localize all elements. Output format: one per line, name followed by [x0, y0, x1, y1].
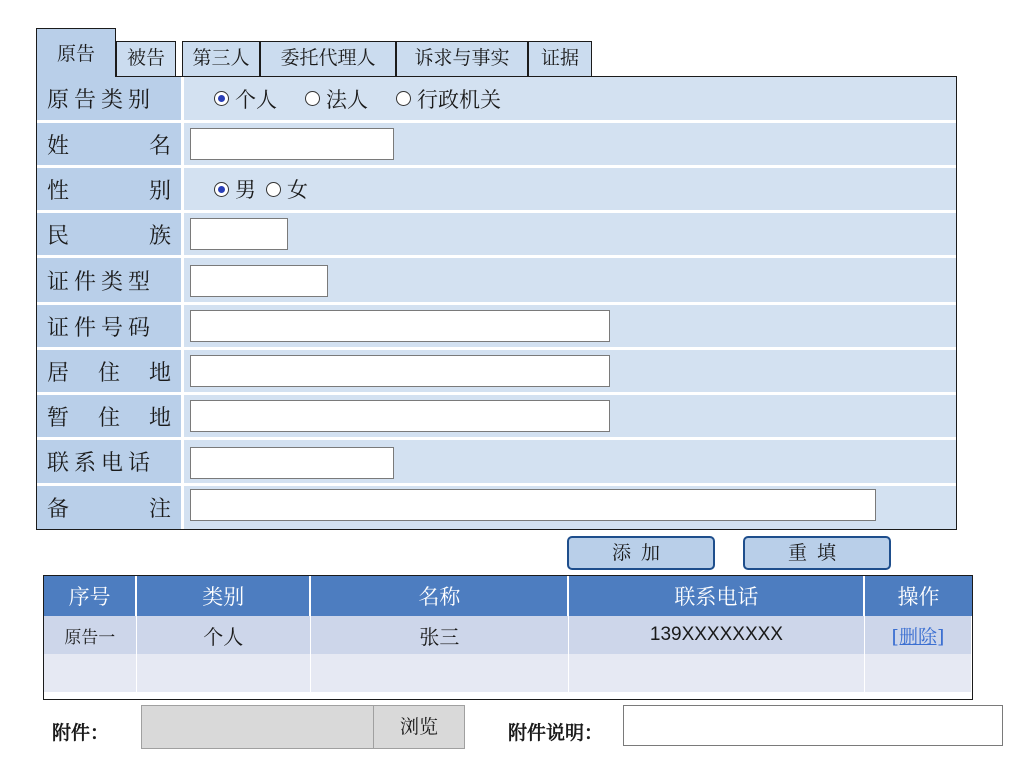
tab-evidence[interactable]: 证据 — [528, 41, 592, 76]
gender-radios — [214, 168, 336, 210]
attachment-label: 附件： — [52, 722, 110, 744]
row-ethnicity — [37, 213, 956, 255]
empty-cell — [136, 654, 310, 692]
add-button[interactable]: 添加 — [567, 536, 715, 570]
residence-label — [37, 350, 181, 392]
radio-legal-person[interactable] — [305, 84, 368, 114]
remark-label-a: 备 — [47, 497, 70, 522]
radio-individual[interactable] — [214, 84, 277, 114]
empty-cell — [568, 654, 864, 692]
col-header-name: 名称 — [310, 576, 568, 616]
radio-label-male: 男 — [235, 178, 256, 202]
temp-residence-label-a: 暂 — [47, 405, 70, 431]
attachment-desc-label: 附件说明： — [508, 722, 604, 744]
remark-label — [37, 486, 181, 529]
attachment-desc-input[interactable] — [623, 705, 1003, 746]
name-label-a: 姓 — [47, 133, 70, 159]
cell-name: 张三 — [310, 616, 568, 654]
residence-label-b: 住 — [97, 360, 120, 386]
col-header-phone: 联系电话 — [568, 576, 864, 616]
temp-residence-label — [37, 395, 181, 437]
id-number-label: 证件号码 — [37, 305, 181, 347]
gender-label — [37, 168, 181, 210]
gender-cell — [184, 168, 956, 210]
row-residence — [37, 350, 956, 392]
row-phone — [37, 440, 956, 483]
residence-label-a: 居 — [47, 360, 70, 386]
cell-type: 个人 — [136, 616, 310, 654]
row-remark — [37, 486, 956, 529]
gender-label-a: 性 — [47, 178, 70, 204]
row-id-type — [37, 258, 956, 302]
name-cell — [184, 123, 956, 165]
browse-button[interactable]: 浏览 — [373, 705, 465, 749]
radio-dot — [266, 182, 281, 197]
tab-plaintiff[interactable]: 原告 — [36, 28, 116, 77]
tab-claims-facts[interactable]: 诉求与事实 — [396, 41, 528, 76]
table-row — [44, 616, 972, 654]
plaintiff-form — [36, 76, 957, 530]
cell-index: 原告一 — [44, 616, 136, 654]
ethnicity-input[interactable] — [190, 218, 288, 250]
row-temp-residence — [37, 395, 956, 437]
residence-label-c: 地 — [148, 360, 171, 386]
tab-agent[interactable]: 委托代理人 — [260, 41, 396, 76]
delete-link[interactable]: [删除] — [891, 625, 945, 648]
radio-dot — [396, 91, 411, 106]
temp-residence-input[interactable] — [190, 400, 610, 432]
row-id-number — [37, 305, 956, 347]
ethnicity-label — [37, 213, 181, 255]
row-name — [37, 123, 956, 165]
gender-label-b: 别 — [148, 178, 171, 204]
radio-dot — [305, 91, 320, 106]
residence-cell — [184, 350, 956, 392]
temp-residence-label-b: 住 — [97, 405, 120, 431]
temp-residence-label-c: 地 — [148, 405, 171, 431]
attachment-path-field[interactable] — [141, 705, 374, 749]
radio-label-female: 女 — [287, 178, 308, 202]
name-label — [37, 123, 181, 165]
phone-input[interactable] — [190, 447, 394, 479]
row-plaintiff-type — [37, 77, 956, 120]
radio-male[interactable] — [214, 174, 256, 204]
ethnicity-cell — [184, 213, 956, 255]
empty-cell — [310, 654, 568, 692]
col-header-type: 类别 — [136, 576, 310, 616]
table-header-row — [44, 576, 972, 616]
radio-admin-agency[interactable] — [396, 84, 501, 114]
name-input[interactable] — [190, 128, 394, 160]
radio-dot-checked — [214, 182, 229, 197]
radio-female[interactable] — [266, 174, 308, 204]
remark-label-b: 注 — [148, 497, 171, 522]
plaintiff-type-cell — [184, 77, 956, 120]
remark-cell — [184, 486, 956, 529]
tab-defendant[interactable]: 被告 — [116, 41, 176, 76]
radio-label-admin-agency: 行政机关 — [417, 87, 501, 112]
col-header-index: 序号 — [44, 576, 136, 616]
cell-action — [864, 616, 971, 654]
table-row-empty — [44, 654, 972, 692]
ethnicity-label-b: 族 — [148, 223, 171, 249]
phone-cell — [184, 440, 956, 483]
id-type-cell — [184, 258, 956, 302]
cell-phone: 139XXXXXXXX — [568, 616, 864, 654]
name-label-b: 名 — [148, 133, 171, 159]
id-type-label: 证件类型 — [37, 258, 181, 302]
reset-button[interactable]: 重填 — [743, 536, 891, 570]
tab-third-party[interactable]: 第三人 — [182, 41, 260, 76]
plaintiff-type-label: 原告类别 — [37, 77, 181, 120]
ethnicity-label-a: 民 — [47, 223, 70, 249]
id-number-input[interactable] — [190, 310, 610, 342]
plaintiff-table — [44, 576, 972, 692]
temp-residence-cell — [184, 395, 956, 437]
id-type-input[interactable] — [190, 265, 328, 297]
empty-cell — [864, 654, 971, 692]
empty-cell — [44, 654, 136, 692]
col-header-action: 操作 — [864, 576, 971, 616]
radio-label-legal-person: 法人 — [326, 87, 368, 112]
phone-label: 联系电话 — [37, 440, 181, 483]
remark-input[interactable] — [190, 489, 876, 521]
plaintiff-type-radios — [214, 77, 529, 120]
row-gender — [37, 168, 956, 210]
radio-label-individual: 个人 — [235, 87, 277, 112]
id-number-cell — [184, 305, 956, 347]
residence-input[interactable] — [190, 355, 610, 387]
radio-dot-checked — [214, 91, 229, 106]
